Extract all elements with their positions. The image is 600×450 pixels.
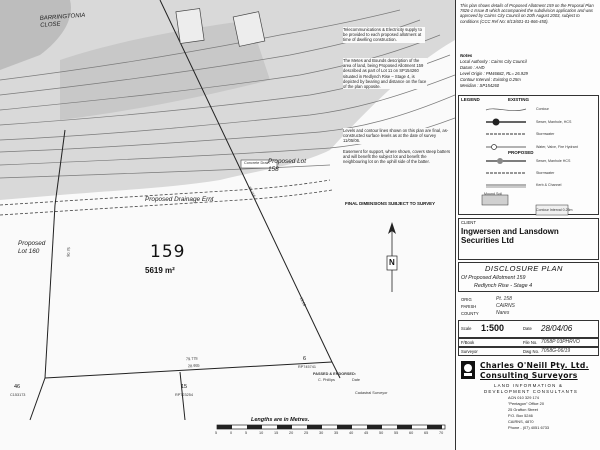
panel-note-line: Level Origin : PM46682, RL= 26.929 [460,71,528,76]
scale-tick: 35 [334,431,339,435]
legend-item: Sewer, Manhole, HCS [536,120,572,124]
scale-tick: 0 [230,431,233,435]
street-name: BARRINGTONIA CLOSE [39,12,86,29]
note-easement: Easement for support, where shown, covers steep batters and will benefit the subject lot and benefit the neighbouring lot on the uphill side of the batter. [343,149,451,165]
scale-tick: 10 [259,431,264,435]
scale-tick: 30 [319,431,324,435]
plan-subtitle: Redlynch Rise - Stage 4 [474,283,533,289]
row-value: Nares [496,310,510,316]
scale-tick: 5 [215,431,218,435]
cadastral-surveyor-label: Cadastral Surveyor [355,391,388,395]
dwg-value: 7058G-06/19 [541,348,571,354]
scale-tick: 25 [304,431,309,435]
panel-note-line: Meridian : SP154260 [460,83,500,88]
row-key: COUNTY [461,311,479,316]
row-key: ORIG [461,297,472,302]
legend-item: Contour Interval 0.25m [536,208,573,212]
address-line: Phone - (07) 4051 6733 [508,425,550,430]
dwg-label: Dwg No. [523,349,540,354]
company-sub-line1: LAND INFORMATION & [494,383,564,388]
address-line: 25 Grafton Street [508,407,538,412]
scale-tick: 70 [439,431,444,435]
scale-bar-title: Lengths are in Metres. [251,417,310,423]
lot-15-plan-label: RP723254 [175,393,193,397]
legend-item: Stormwater [536,132,555,136]
legend-symbols [456,95,600,225]
company-logo-icon [461,361,475,379]
dimension-label: 90.75 [66,247,72,257]
fbook-label: F/Book [461,340,475,345]
address-line: CAIRNS, 4870 [508,419,534,424]
lot-6-label: 6 [303,356,307,362]
row-value: CAIRNS [496,303,515,309]
panel-note-line: Contour Interval : Existing 0.25m [460,77,521,82]
scale-tick: 50 [379,431,384,435]
company-name-line2: Consulting Surveyors [480,371,578,380]
lot-46-plan-label: C153173 [10,393,26,397]
plan-of: Of Proposed Allotment 159 [461,275,526,281]
address-line: P.O. Box 5246 [508,413,533,418]
scale-tick: 60 [409,431,414,435]
title-block-panel [455,0,600,450]
legend-item: Water, Valve, Fire Hydrant [536,145,578,149]
lot-area: 5619 m² [145,266,175,275]
passed-date-label: Date [352,378,361,382]
scale-label: Scale [461,326,472,331]
surveyor-label: Surveyor [461,349,478,354]
row-value: Pt. 158 [496,296,512,302]
proposed-lot-158-label: Proposed Lot 158 [268,158,307,173]
scale-tick: 5 [245,431,248,435]
lot-46-label: 46 [14,384,21,390]
proposed-lot-160-label: Proposed Lot 160 [18,240,46,255]
dimension-label: 79.778 [185,356,198,362]
north-arrow [387,222,397,292]
company-name-line1: Charles O'Neill Pty. Ltd. [480,361,589,370]
note-levels: Levels and contour lines shown on this plan are final, as-constructed surface levels as at the date of survey 11/05/06. [343,128,451,144]
concrete-drain-label: Concrete Drain [244,161,270,165]
scale-bar [217,425,445,429]
note-telecom: Telecommunications & Electricity supply to be provided to each proposed allotment at time of dwelling construction. [343,27,425,43]
drainage-easement-label: Proposed Drainage Ernt [145,196,214,203]
lot-6-plan-label: RP745741 [298,365,316,369]
row-key: PARISH [461,304,477,309]
final-dimensions-note: FINAL DIMENSIONS SUBJECT TO SURVEY [345,201,436,206]
legend-proposed-title: PROPOSED [508,150,534,155]
client-label: CLIENT [461,220,476,225]
building-footprint [176,8,204,43]
passed-header: PASSED & ENDORSED: [313,372,356,376]
dimension-label: 28.955 [187,363,200,369]
scale-value: 1:500 [481,323,505,333]
scale-tick: 40 [349,431,354,435]
lot-15-label: 15 [181,384,188,390]
north-label: N [389,258,395,267]
scale-tick: 15 [274,431,279,435]
panel-note-line: Local Authority : Cairns City Council [460,59,527,64]
plan-title: DISCLOSURE PLAN [485,264,563,273]
file-value: 7058P 03PHRVO [541,339,580,345]
legend-title: LEGEND [461,97,480,102]
passed-by: C. Phillips [318,378,335,382]
scale-tick: 20 [289,431,294,435]
dimension-label: 22.69 [298,296,307,308]
scale-tick: 45 [364,431,369,435]
date-label: Date [523,326,532,331]
panel-intro: This plan shows details of Proposed Allotment 159 on the Proposal Plan 7826-1 Issue B which accompanied the subdivision application and was approved by Cairns City Council on 20th August 2003, subject to conditions (CCC Ref No: 8/13/601-01-866-450). [460,3,594,24]
lot-number: 159 [150,242,186,262]
legend-item: Contour [536,107,549,111]
legend-item: Stormwater [536,171,555,175]
dimension-label: 66.115 [247,186,256,198]
legend-existing-title: EXISTING [508,97,530,102]
panel-notes-title: Notes [460,53,473,58]
address-line: ACN 010 329 174 [508,395,539,400]
client-name: Ingwersen and Lansdown Securities Ltd [461,227,559,245]
scale-tick: 65 [424,431,429,435]
panel-note-line: Datum : AHD [460,65,485,70]
scale-tick: 55 [394,431,399,435]
legend-item: Kerb & Channel [536,183,562,187]
legend-item: Sewer, Manhole HCS [536,159,571,163]
note-metes-bounds: The Metes and Bounds description of the area of land, being Proposed Allotment 159 described as part of Lot 11 on SP154260 situated in Redlynch Rise – Stage 4, is depicted by bearing and distance on the face of the plan opposite. [343,58,427,90]
file-label: File No. [523,340,538,345]
date-value: 28/04/06 [541,324,573,333]
address-line: "Pentagon" Office 20 [508,401,545,406]
legend-item: Mound Soil [484,192,502,196]
company-sub-line2: DEVELOPMENT CONSULTANTS [484,389,578,394]
